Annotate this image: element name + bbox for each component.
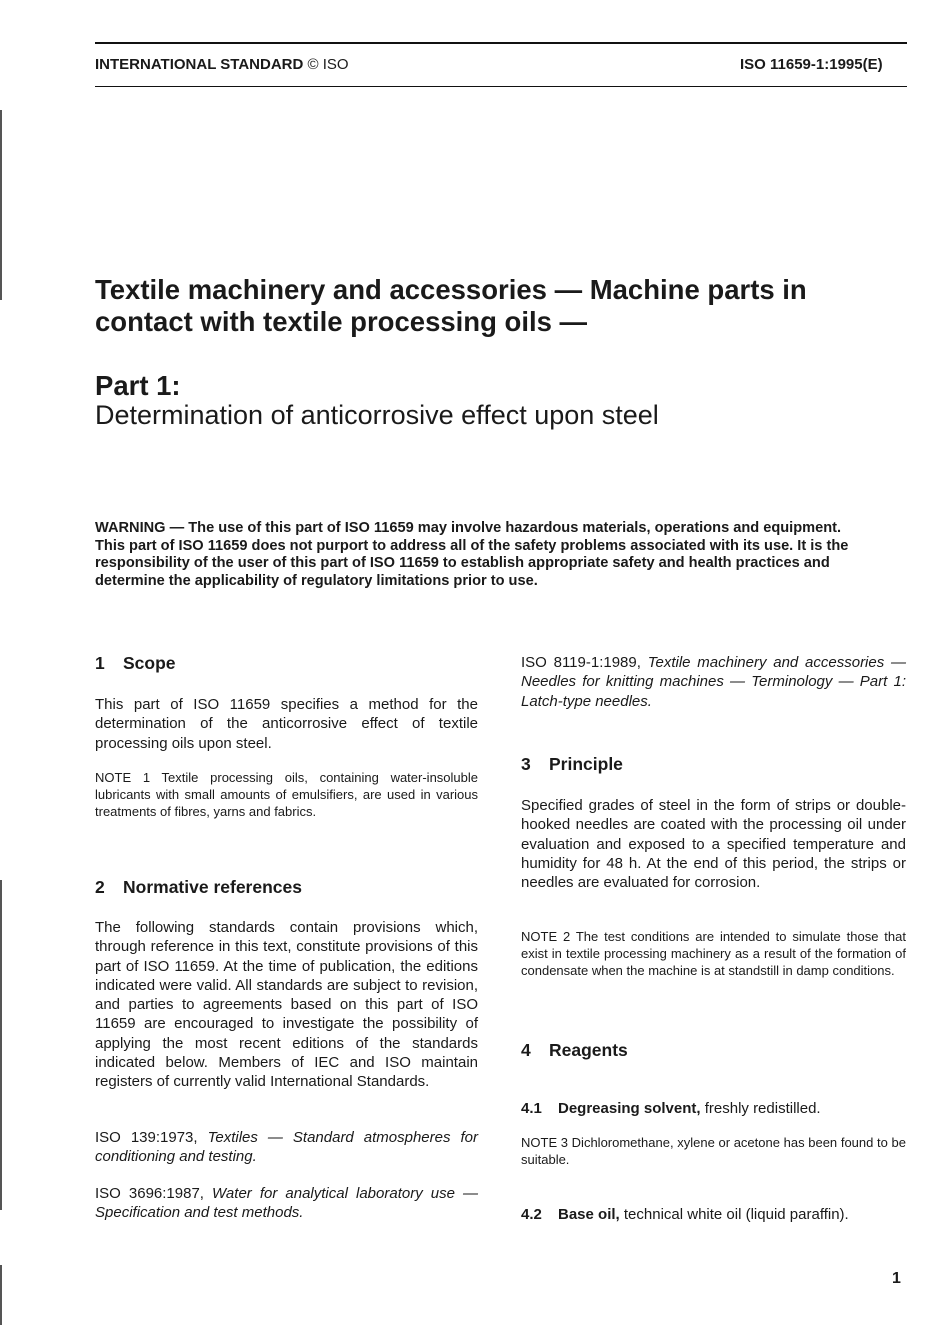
part-label: Part 1: — [95, 370, 181, 401]
reagent-item: 4.2 Base oil, technical white oil (liquid paraffin). — [521, 1206, 849, 1223]
reference-item: ISO 3696:1987, Water for analytical laboratory use — Specification and test methods. — [95, 1185, 478, 1222]
reagent-note: NOTE 3 Dichloromethane, xylene or acetone has been found to be suitable. — [521, 1135, 906, 1167]
header-top-rule — [95, 42, 907, 44]
section-heading-scope: 1 Scope — [95, 653, 176, 673]
section-heading-normative-references: 2 Normative references — [95, 877, 302, 897]
page-edge-mark — [0, 880, 2, 1210]
reference-item: ISO 139:1973, Textiles — Standard atmospheres for conditioning and testing. — [95, 1129, 478, 1166]
header-bottom-rule — [95, 86, 907, 87]
page-edge-mark — [0, 110, 2, 300]
warning-paragraph: WARNING — The use of this part of ISO 11659 may involve hazardous materials, operations and equipment. This part of ISO 11659 does not purport to address all of the safety problems associated with its use. It is the responsibility of the user of this part of ISO 11659 to establish appropriate safety and health practices and determine the applicability of regulatory limitations prior to use. — [95, 520, 849, 589]
section-heading-reagents: 4 Reagents — [521, 1040, 628, 1060]
page-edge-mark — [0, 1265, 2, 1325]
principle-note: NOTE 2 The test conditions are intended to simulate those that exist in textile processing machinery as a result of the formation of condensate when the machine is at standstill in damp conditions. — [521, 929, 906, 978]
principle-text: Specified grades of steel in the form of strips or double-hooked needles are coated with the processing oil under evaluation and exposed to a specified temperature and humidity for 48 h. At the end of this period, the strips or needles are evaluated for corrosion. — [521, 797, 906, 892]
section-heading-principle: 3 Principle — [521, 754, 623, 774]
header-standard-type: INTERNATIONAL STANDARD — [95, 56, 304, 73]
reference-item: ISO 8119-1:1989, Textile machinery and accessories — Needles for knitting machines — Terminology — Part 1: Latch-type needles. — [521, 654, 907, 710]
scope-text: This part of ISO 11659 specifies a method for the determination of the anticorrosive effect of textile processing oils upon steel. — [95, 696, 478, 752]
reagent-item: 4.1 Degreasing solvent, freshly redistilled. — [521, 1100, 821, 1117]
header-left — [95, 56, 349, 73]
title-line-1: Textile machinery and accessories — Machine parts in — [95, 274, 807, 305]
page-number: 1 — [892, 1270, 901, 1287]
header-document-id: ISO 11659-1:1995(E) — [740, 56, 883, 73]
scope-note: NOTE 1 Textile processing oils, containing water-insoluble lubricants with small amounts of emulsifiers, are used in various treatments of fibres, yarns and fabrics. — [95, 770, 478, 819]
part-subtitle: Determination of anticorrosive effect upon steel — [95, 400, 659, 430]
normative-text: The following standards contain provisions which, through reference in this text, constitute provisions of this part of ISO 11659. At the time of publication, the editions indicated were valid. All standards are subject to revision, and parties to agreements based on this part of ISO 11659 are encouraged to investigate the possibility of applying the most recent editions of the standards indicated below. Members of IEC and ISO maintain registers of currently valid International Standards. — [95, 919, 478, 1091]
title-line-2: contact with textile processing oils — — [95, 306, 588, 337]
document-title — [95, 274, 895, 338]
header-copyright: © ISO — [307, 56, 349, 73]
